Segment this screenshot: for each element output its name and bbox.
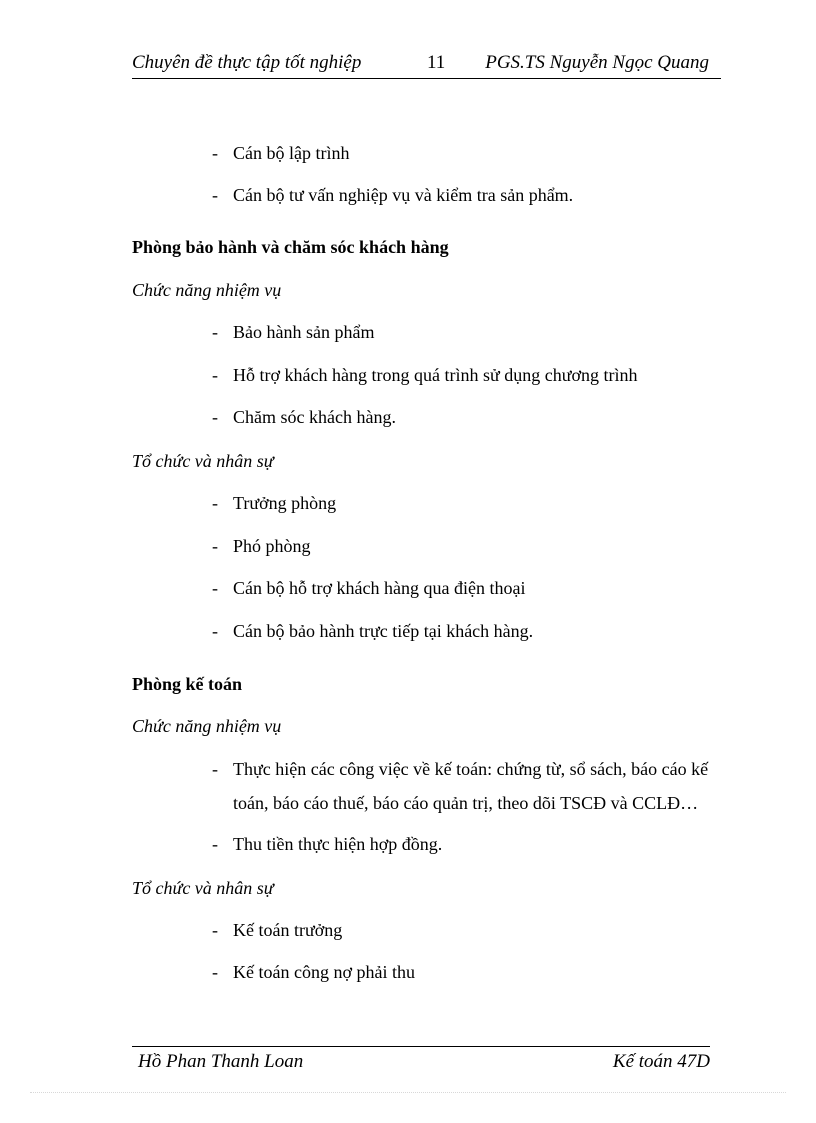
bullet-dash: - bbox=[212, 365, 218, 385]
list-item-text: Chăm sóc khách hàng. bbox=[233, 407, 396, 427]
list-item-text: Thực hiện các công việc về kế toán: chứng từ, sổ sách, báo cáo kế bbox=[233, 759, 709, 779]
list-item-text: Hỗ trợ khách hàng trong quá trình sử dụng chương trình bbox=[233, 365, 638, 385]
header-author: PGS.TS Nguyễn Ngọc Quang bbox=[485, 52, 709, 73]
list-item-text: Cán bộ hỗ trợ khách hàng qua điện thoại bbox=[233, 578, 526, 598]
list-item-text: Cán bộ tư vấn nghiệp vụ và kiểm tra sản phẩm. bbox=[233, 185, 574, 205]
bullet-dash: - bbox=[212, 185, 218, 205]
page-footer bbox=[132, 1046, 710, 1077]
header-title: Chuyên đề thực tập tốt nghiệp bbox=[132, 52, 362, 73]
page-number: 11 bbox=[427, 52, 446, 73]
bullet-dash: - bbox=[212, 759, 218, 779]
subheading-function: Chức năng nhiệm vụ bbox=[132, 716, 282, 736]
footer-author: Hồ Phan Thanh Loan bbox=[138, 1051, 304, 1072]
bullet-dash: - bbox=[212, 962, 218, 982]
list-item-text: Cán bộ lập trình bbox=[233, 143, 350, 163]
footer-class: Kế toán 47D bbox=[612, 1051, 710, 1072]
page-header bbox=[132, 52, 721, 79]
list-item-text: Bảo hành sản phẩm bbox=[233, 322, 375, 342]
bullet-dash: - bbox=[212, 143, 218, 163]
bullet-dash: - bbox=[212, 322, 218, 342]
subheading-organization: Tổ chức và nhân sự bbox=[132, 451, 274, 471]
subheading-function: Chức năng nhiệm vụ bbox=[132, 280, 282, 300]
section-heading: Phòng kế toán bbox=[132, 674, 243, 694]
list-item-text: Thu tiền thực hiện hợp đồng. bbox=[233, 834, 443, 854]
bullet-dash: - bbox=[212, 834, 218, 854]
bullet-dash: - bbox=[212, 920, 218, 940]
bullet-dash: - bbox=[212, 578, 218, 598]
bullet-dash: - bbox=[212, 407, 218, 427]
list-item-text: Trưởng phòng bbox=[233, 493, 337, 513]
page-bottom-divider bbox=[30, 1092, 786, 1093]
subheading-organization: Tổ chức và nhân sự bbox=[132, 878, 274, 898]
list-item-text: Phó phòng bbox=[233, 536, 311, 556]
bullet-dash: - bbox=[212, 536, 218, 556]
bullet-dash: - bbox=[212, 493, 218, 513]
list-item-text: Cán bộ bảo hành trực tiếp tại khách hàng. bbox=[233, 621, 534, 641]
list-item-text: Kế toán công nợ phải thu bbox=[233, 962, 415, 982]
list-item-text: Kế toán trưởng bbox=[233, 920, 343, 940]
section-heading: Phòng bảo hành và chăm sóc khách hàng bbox=[132, 237, 449, 257]
bullet-dash: - bbox=[212, 621, 218, 641]
list-item-text: toán, báo cáo thuế, báo cáo quản trị, theo dõi TSCĐ và CCLĐ… bbox=[233, 793, 699, 813]
